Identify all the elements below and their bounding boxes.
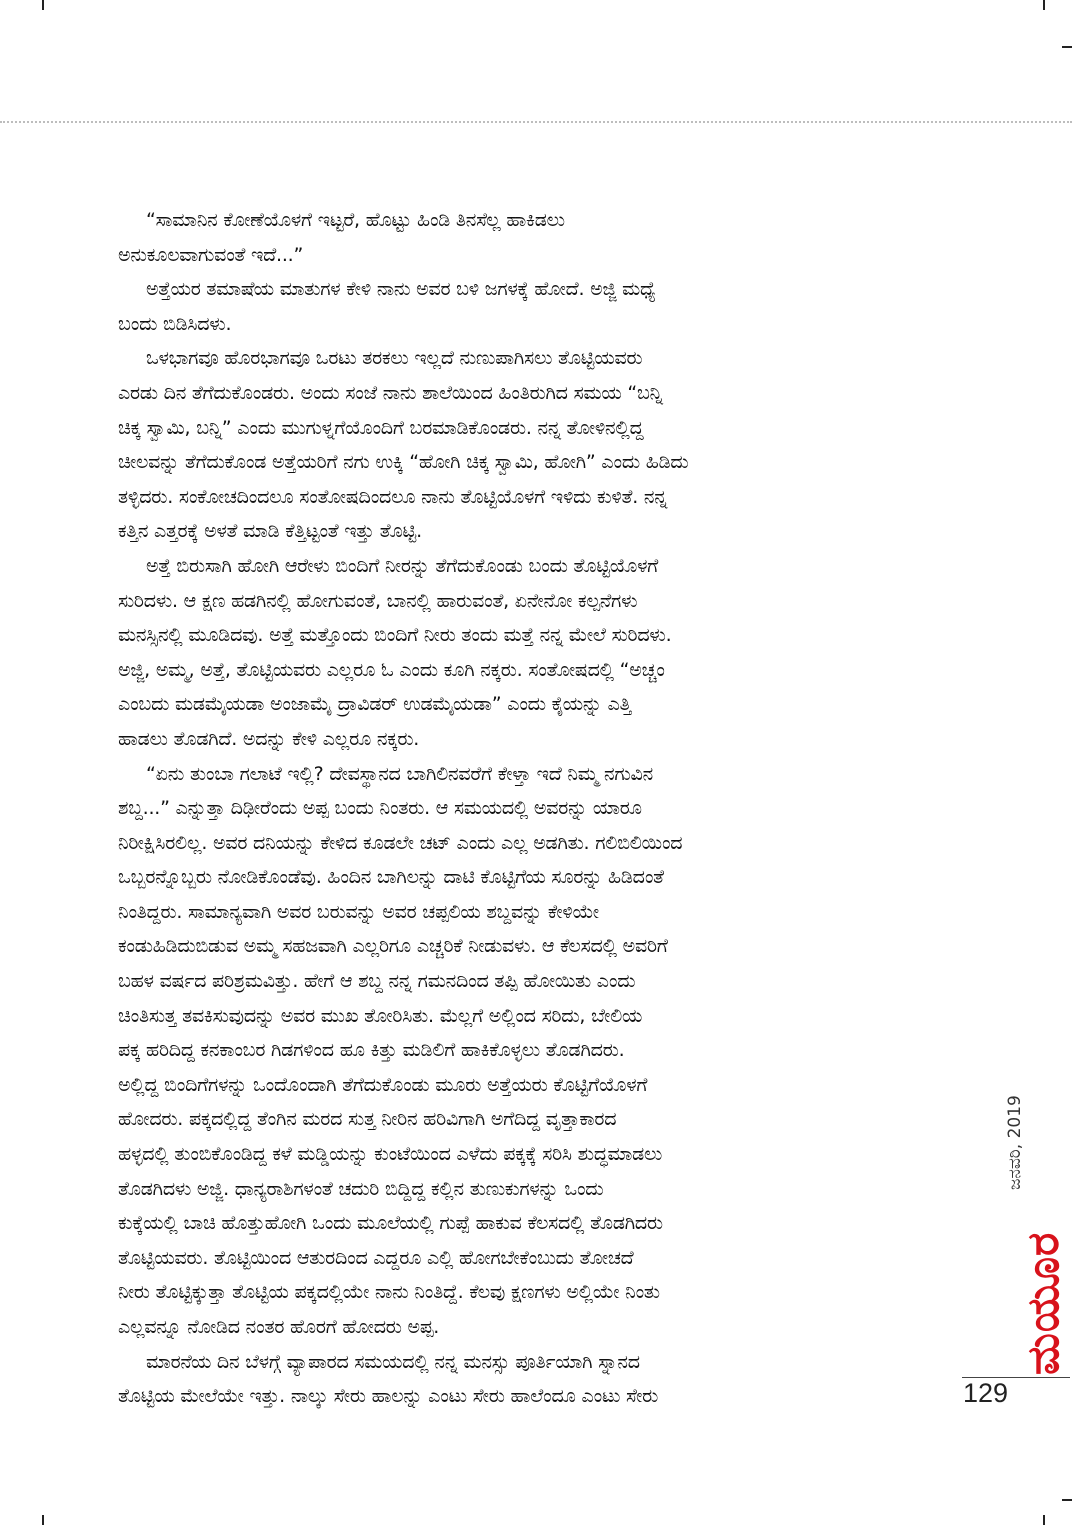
crop-mark-top-right <box>1043 0 1045 10</box>
body-line: ತೊಟ್ಟಿಯ ಮೇಲೆಯೇ ಇತ್ತು. ನಾಲ್ಕು ಸೇರು ಹಾಲನ್ನು ಎಂಟು ಸೇರು ಹಾಲೆಂದೂ ಎಂಟು ಸೇರು <box>118 1385 659 1408</box>
body-line: ಚೀಲವನ್ನು ತೆಗೆದುಕೊಂಡ ಅತ್ತೆಯರಿಗೆ ನಗು ಉಕ್ಕಿ “ಹೋಗಿ ಚಿಕ್ಕ ಸ್ವಾಮಿ, ಹೋಗಿ” ಎಂದು ಹಿಡಿದು <box>118 451 689 474</box>
article-body <box>118 203 918 1408</box>
body-line: ಚಿಂತಿಸುತ್ತ ತವಕಿಸುವುದನ್ನು ಅವರ ಮುಖ ತೋರಿಸಿತು. ಮೆಲ್ಲಗೆ ಅಲ್ಲಿಂದ ಸರಿದು, ಬೇಲಿಯ <box>118 1004 643 1027</box>
page-number: 129 <box>963 1378 1009 1408</box>
body-line: ಪಕ್ಕ ಹರಿದಿದ್ದ ಕನಕಾಂಬರ ಗಿಡಗಳಿಂದ ಹೂ ಕಿತ್ತು ಮಡಿಲಿಗೆ ಹಾಕಿಕೊಳ್ಳಲು ತೊಡಗಿದರು. <box>118 1039 625 1062</box>
body-line: ಕತ್ತಿನ ಎತ್ತರಕ್ಕೆ ಅಳತೆ ಮಾಡಿ ಕೆತ್ತಿಟ್ಟಂತೆ ಇತ್ತು ತೊಟ್ಟಿ. <box>118 520 422 543</box>
body-line: ಚಿಕ್ಕ ಸ್ವಾಮಿ, ಬನ್ನಿ” ಎಂದು ಮುಗುಳ್ನಗೆಯೊಂದಿಗೆ ಬರಮಾಡಿಕೊಂಡರು. ನನ್ನ ತೋಳಿನಲ್ಲಿದ್ದ <box>118 416 644 439</box>
body-line: ನಿರೀಕ್ಷಿಸಿರಲಿಲ್ಲ. ಅವರ ದನಿಯನ್ನು ಕೇಳಿದ ಕೂಡಲೇ ಚಟ್ ಎಂದು ಎಲ್ಲ ಅಡಗಿತು. ಗಲಿಬಿಲಿಯಿಂದ <box>118 831 683 854</box>
body-line: ಬಂದು ಬಿಡಿಸಿದಳು. <box>118 312 232 335</box>
body-line: ಅಲ್ಲಿದ್ದ ಬಿಂದಿಗೆಗಳನ್ನು ಒಂದೊಂದಾಗಿ ತೆಗೆದುಕೊಂಡು ಮೂರು ಅತ್ತೆಯರು ಕೊಟ್ಟಿಗೆಯೊಳಗೆ <box>118 1073 648 1096</box>
magazine-logo: ಮಯೂರ <box>1018 1231 1069 1375</box>
body-line: ಎಲ್ಲವನ್ನೂ ನೋಡಿದ ನಂತರ ಹೊರಗೆ ಹೋದರು ಅಪ್ಪ. <box>118 1316 440 1338</box>
crop-mark-right-lower <box>1062 1499 1072 1501</box>
body-line: ಮನಸ್ಸಿನಲ್ಲಿ ಮೂಡಿದವು. ಅತ್ತೆ ಮತ್ತೊಂದು ಬಿಂದಿಗೆ ನೀರು ತಂದು ಮತ್ತೆ ನನ್ನ ಮೇಲೆ ಸುರಿದಳು. <box>118 624 672 647</box>
body-line: ಕುಕ್ಕೆಯಲ್ಲಿ ಬಾಚಿ ಹೊತ್ತುಹೋಗಿ ಒಂದು ಮೂಲೆಯಲ್ಲಿ ಗುಪ್ಪೆ ಹಾಕುವ ಕೆಲಸದಲ್ಲಿ ತೊಡಗಿದರು <box>118 1212 663 1235</box>
body-line: ಅಜ್ಜಿ, ಅಮ್ಮ, ಅತ್ತೆ, ತೊಟ್ಟಿಯವರು ಎಲ್ಲರೂ ಓ ಎಂದು ಕೂಗಿ ನಕ್ಕರು. ಸಂತೋಷದಲ್ಲಿ “ಅಚ್ಚಂ <box>118 658 665 681</box>
body-line: ಸುರಿದಳು. ಆ ಕ್ಷಣ ಹಡಗಿನಲ್ಲಿ ಹೋಗುವಂತೆ, ಬಾನಲ್ಲಿ ಹಾರುವಂತೆ, ಏನೇನೋ ಕಲ್ಪನೆಗಳು <box>118 589 638 612</box>
body-line: ಹಾಡಲು ತೊಡಗಿದೆ. ಅದನ್ನು ಕೇಳಿ ಎಲ್ಲರೂ ನಕ್ಕರು. <box>118 727 420 750</box>
body-line: “ಏನು ತುಂಬಾ ಗಲಾಟೆ ಇಲ್ಲಿ? ದೇವಸ್ಥಾನದ ಬಾಗಿಲಿನವರೆಗೆ ಕೇಳ್ತಾ ಇದೆ ನಿಮ್ಮ ನಗುವಿನ <box>146 762 653 785</box>
body-line: ಶಬ್ದ...” ಎನ್ನುತ್ತಾ ದಿಢೀರೆಂದು ಅಪ್ಪ ಬಂದು ನಿಂತರು. ಆ ಸಮಯದಲ್ಲಿ ಅವರನ್ನು ಯಾರೂ <box>118 797 642 820</box>
crop-mark-right-upper <box>1062 46 1072 48</box>
crop-mark-top-left <box>42 0 44 10</box>
body-line: ಅತ್ತೆಯರ ತಮಾಷೆಯ ಮಾತುಗಳ ಕೇಳಿ ನಾನು ಅವರ ಬಳಿ ಜಗಳಕ್ಕೆ ಹೋದೆ. ಅಜ್ಜಿ ಮಧ್ಯೆ <box>146 278 656 301</box>
body-line: ತಳ್ಳಿದರು. ಸಂಕೋಚದಿಂದಲೂ ಸಂತೋಷದಿಂದಲೂ ನಾನು ತೊಟ್ಟಿಯೊಳಗೆ ಇಳಿದು ಕುಳಿತೆ. ನನ್ನ <box>118 485 668 508</box>
body-line: ತೊಟ್ಟಿಯವರು. ತೊಟ್ಟಿಯಿಂದ ಆತುರದಿಂದ ಎದ್ದರೂ ಎಲ್ಲಿ ಹೋಗಬೇಕೆಂಬುದು ತೋಚದೆ <box>118 1246 634 1269</box>
body-line: ಹಳ್ಳದಲ್ಲಿ ತುಂಬಿಕೊಂಡಿದ್ದ ಕಳೆ ಮಡ್ಡಿಯನ್ನು ಕುಂಟೆಯಿಂದ ಎಳೆದು ಪಕ್ಕಕ್ಕೆ ಸರಿಸಿ ಶುದ್ಧಮಾಡಲು <box>118 1143 663 1166</box>
body-line: ಹೋದರು. ಪಕ್ಕದಲ್ಲಿದ್ದ ತೆಂಗಿನ ಮರದ ಸುತ್ತ ನೀರಿನ ಹರಿವಿಗಾಗಿ ಅಗೆದಿದ್ದ ವೃತ್ತಾಕಾರದ <box>118 1108 617 1131</box>
body-line: ತೊಡಗಿದಳು ಅಜ್ಜಿ. ಧಾನ್ಯರಾಶಿಗಳಂತೆ ಚದುರಿ ಬಿದ್ದಿದ್ದ ಕಲ್ಲಿನ ತುಣುಕುಗಳನ್ನು ಒಂದು <box>118 1177 604 1200</box>
body-line: ಕಂಡುಹಿಡಿದುಬಿಡುವ ಅಮ್ಮ ಸಹಜವಾಗಿ ಎಲ್ಲರಿಗೂ ಎಚ್ಚರಿಕೆ ನೀಡುವಳು. ಆ ಕೆಲಸದಲ್ಲಿ ಅವರಿಗೆ <box>118 935 668 958</box>
issue-date: ಜನವರಿ, 2019 <box>1005 1095 1025 1190</box>
body-line: ಒಬ್ಬರನ್ನೊಬ್ಬರು ನೋಡಿಕೊಂಡೆವು. ಹಿಂದಿನ ಬಾಗಿಲನ್ನು ದಾಟಿ ಕೊಟ್ಟಿಗೆಯ ಸೂರನ್ನು ಹಿಡಿದಂತೆ <box>118 866 664 889</box>
body-line: ನಿಂತಿದ್ದರು. ಸಾಮಾನ್ಯವಾಗಿ ಅವರ ಬರುವನ್ನು ಅವರ ಚಪ್ಪಲಿಯ ಶಬ್ದವನ್ನು ಕೇಳಿಯೇ <box>118 900 599 923</box>
body-line: “ಸಾಮಾನಿನ ಕೋಣೆಯೊಳಗೆ ಇಟ್ಟರೆ, ಹೊಟ್ಟು ಹಿಂಡಿ ತಿನಸೆಲ್ಲ ಹಾಕಿಡಲು <box>146 209 565 231</box>
crop-mark-bottom-right <box>1043 1515 1045 1525</box>
header-dotted-divider <box>0 121 1072 123</box>
body-line: ನೀರು ತೊಟ್ಟಿಕ್ಕುತ್ತಾ ತೊಟ್ಟಿಯ ಪಕ್ಕದಲ್ಲಿಯೇ ನಾನು ನಿಂತಿದ್ದೆ. ಕೆಲವು ಕ್ಷಣಗಳು ಅಲ್ಲಿಯೇ ನಿಂತು <box>118 1281 660 1304</box>
body-line: ಅನುಕೂಲವಾಗುವಂತೆ ಇದೆ...” <box>118 243 304 266</box>
body-line: ಒಳಭಾಗವೂ ಹೊರಭಾಗವೂ ಒರಟು ತರಕಲು ಇಲ್ಲದೆ ನುಣುಪಾಗಿಸಲು ತೊಟ್ಟಿಯವರು <box>146 347 643 370</box>
body-line: ಬಹಳ ವರ್ಷದ ಪರಿಶ್ರಮವಿತ್ತು. ಹೇಗೆ ಆ ಶಬ್ದ ನನ್ನ ಗಮನದಿಂದ ತಪ್ಪಿ ಹೋಯಿತು ಎಂದು <box>118 970 636 993</box>
body-line: ಎಂಬದು ಮಡಮೈಯಡಾ ಅಂಜಾಮೈ ದ್ರಾವಿಡರ್ ಉಡಮೈಯಡಾ” ಎಂದು ಕೈಯನ್ನು ಎತ್ತಿ <box>118 693 632 716</box>
crop-mark-bottom-left <box>42 1515 44 1525</box>
body-line: ಎರಡು ದಿನ ತೆಗೆದುಕೊಂಡರು. ಅಂದು ಸಂಜೆ ನಾನು ಶಾಲೆಯಿಂದ ಹಿಂತಿರುಗಿದ ಸಮಯ “ಬನ್ನಿ <box>118 381 663 404</box>
body-line: ಅತ್ತೆ ಬಿರುಸಾಗಿ ಹೋಗಿ ಆರೇಳು ಬಿಂದಿಗೆ ನೀರನ್ನು ತೆಗೆದುಕೊಂಡು ಬಂದು ತೊಟ್ಟಿಯೊಳಗೆ <box>146 554 659 577</box>
body-line: ಮಾರನೆಯ ದಿನ ಬೆಳಗ್ಗೆ ವ್ಯಾಪಾರದ ಸಮಯದಲ್ಲಿ ನನ್ನ ಮನಸ್ಸು ಪೂರ್ತಿಯಾಗಿ ಸ್ನಾನದ <box>146 1350 640 1373</box>
